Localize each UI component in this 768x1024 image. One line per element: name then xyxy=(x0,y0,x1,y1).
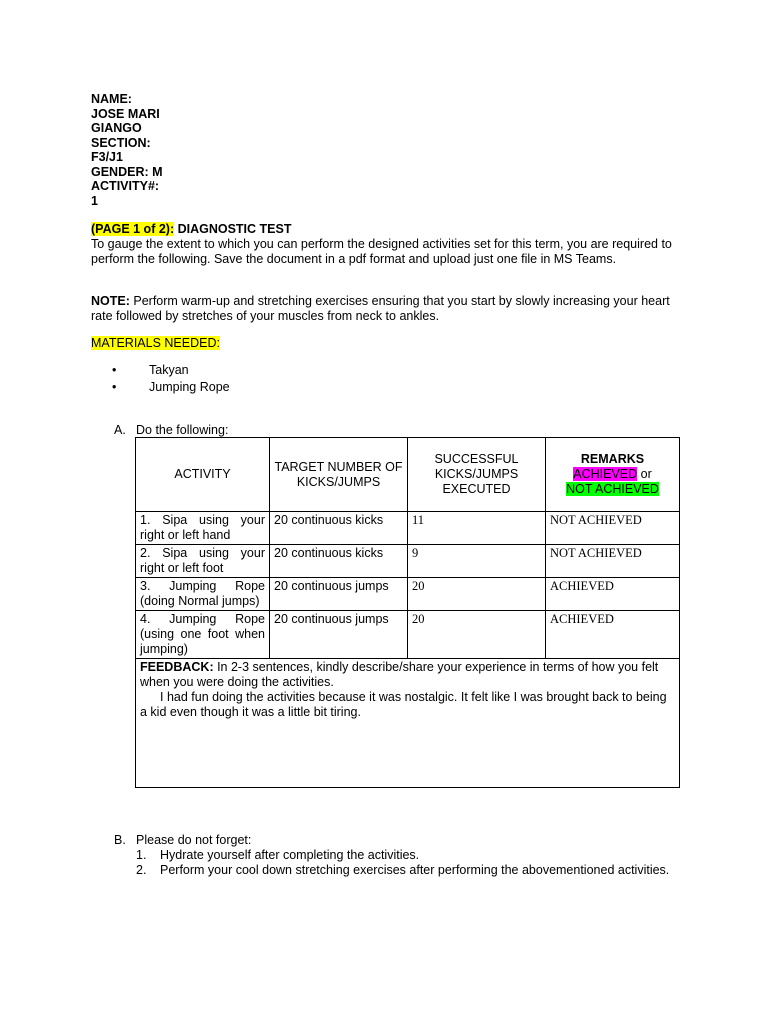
note-paragraph xyxy=(91,294,691,324)
header-remarks xyxy=(546,438,680,512)
cell-target: 20 continuous jumps xyxy=(270,578,408,611)
student-info xyxy=(91,92,163,208)
materials-heading: MATERIALS NEEDED: xyxy=(91,336,220,350)
section-label: SECTION: xyxy=(91,135,151,150)
cell-remarks: ACHIEVED xyxy=(546,578,680,611)
cell-remarks: ACHIEVED xyxy=(546,611,680,659)
cell-remarks: NOT ACHIEVED xyxy=(546,512,680,545)
bullet-icon: • xyxy=(112,363,117,377)
gender: GENDER: M xyxy=(91,164,163,179)
list-item xyxy=(112,379,230,396)
feedback-answer: I had fun doing the activities because it was nostalgic. It felt like I was brought back to being a kid even though it was a little bit tiring. xyxy=(140,690,667,719)
cell-successful: 11 xyxy=(408,512,546,545)
activity-value: 1 xyxy=(91,193,98,208)
section-letter: B. xyxy=(114,833,126,847)
table-row xyxy=(136,611,680,659)
note-text: Perform warm-up and stretching exercises ensuring that you start by slowly increasing your heart rate followed by stretches of your muscles from neck to ankles. xyxy=(91,294,670,323)
name-label: NAME: xyxy=(91,92,132,106)
reminder-list xyxy=(136,848,669,878)
feedback-prompt xyxy=(140,660,675,690)
remarks-not-achieved-line xyxy=(550,482,675,497)
table-header-row xyxy=(136,438,680,512)
cell-target: 20 continuous kicks xyxy=(270,512,408,545)
not-achieved-legend: NOT ACHIEVED xyxy=(566,482,659,496)
feedback-prompt-text: In 2-3 sentences, kindly describe/share your experience in terms of how you felt when you were doing the activities. xyxy=(140,660,659,689)
cell-successful: 20 xyxy=(408,578,546,611)
section-letter: A. xyxy=(114,423,126,437)
materials-list xyxy=(112,362,230,396)
page-indicator: (PAGE 1 of 2): xyxy=(91,222,175,236)
section-a-heading xyxy=(114,423,228,437)
cell-activity: 4. Jumping Rope (using one foot when jumping) xyxy=(136,611,270,659)
cell-target: 20 continuous jumps xyxy=(270,611,408,659)
header-target: TARGET NUMBER OF KICKS/JUMPS xyxy=(270,438,408,512)
material-item: Jumping Rope xyxy=(149,380,230,394)
achieved-legend: ACHIEVED xyxy=(573,467,638,481)
header-activity: ACTIVITY xyxy=(136,438,270,512)
activity-label: ACTIVITY#: xyxy=(91,179,160,193)
section-label: Do the following: xyxy=(136,423,229,437)
page-title xyxy=(91,222,291,236)
table-row xyxy=(136,545,680,578)
note-label: NOTE: xyxy=(91,294,130,308)
materials-heading-line xyxy=(91,336,691,351)
remarks-title: REMARKS xyxy=(580,452,645,466)
cell-remarks: NOT ACHIEVED xyxy=(546,545,680,578)
item-text: Perform your cool down stretching exercises after performing the abovementioned activities. xyxy=(160,863,670,877)
list-item xyxy=(136,863,669,878)
section-b xyxy=(114,833,669,878)
list-item xyxy=(136,848,669,863)
title-text: DIAGNOSTIC TEST xyxy=(174,222,292,236)
activity-table xyxy=(135,437,680,788)
cell-successful: 9 xyxy=(408,545,546,578)
table-row xyxy=(136,578,680,611)
name-line-1: JOSE MARI xyxy=(91,106,160,121)
material-item: Takyan xyxy=(149,363,189,377)
bullet-icon: • xyxy=(112,380,117,394)
cell-activity: 2. Sipa using your right or left foot xyxy=(136,545,270,578)
item-number: 2. xyxy=(136,863,147,877)
cell-activity: 1. Sipa using your right or left hand xyxy=(136,512,270,545)
header-successful: SUCCESSFUL KICKS/JUMPS EXECUTED xyxy=(408,438,546,512)
section-value: F3/J1 xyxy=(91,150,123,164)
table-row xyxy=(136,512,680,545)
item-text: Hydrate yourself after completing the activities. xyxy=(160,848,420,862)
section-b-heading xyxy=(114,833,669,848)
remarks-achieved-line xyxy=(550,467,675,482)
cell-activity: 3. Jumping Rope (doing Normal jumps) xyxy=(136,578,270,611)
feedback-cell xyxy=(136,659,680,788)
name-line-2: GIANGO xyxy=(91,121,142,135)
item-number: 1. xyxy=(136,848,147,862)
feedback-row xyxy=(136,659,680,788)
feedback-label: FEEDBACK: xyxy=(140,660,214,674)
section-label: Please do not forget: xyxy=(136,833,252,847)
or-text: or xyxy=(637,467,652,481)
cell-target: 20 continuous kicks xyxy=(270,545,408,578)
intro-paragraph: To gauge the extent to which you can perform the designed activities set for this term, you are required to perform the following. Save the document in a pdf format and upload just one file in MS Teams. xyxy=(91,237,672,266)
list-item xyxy=(112,362,230,379)
cell-successful: 20 xyxy=(408,611,546,659)
